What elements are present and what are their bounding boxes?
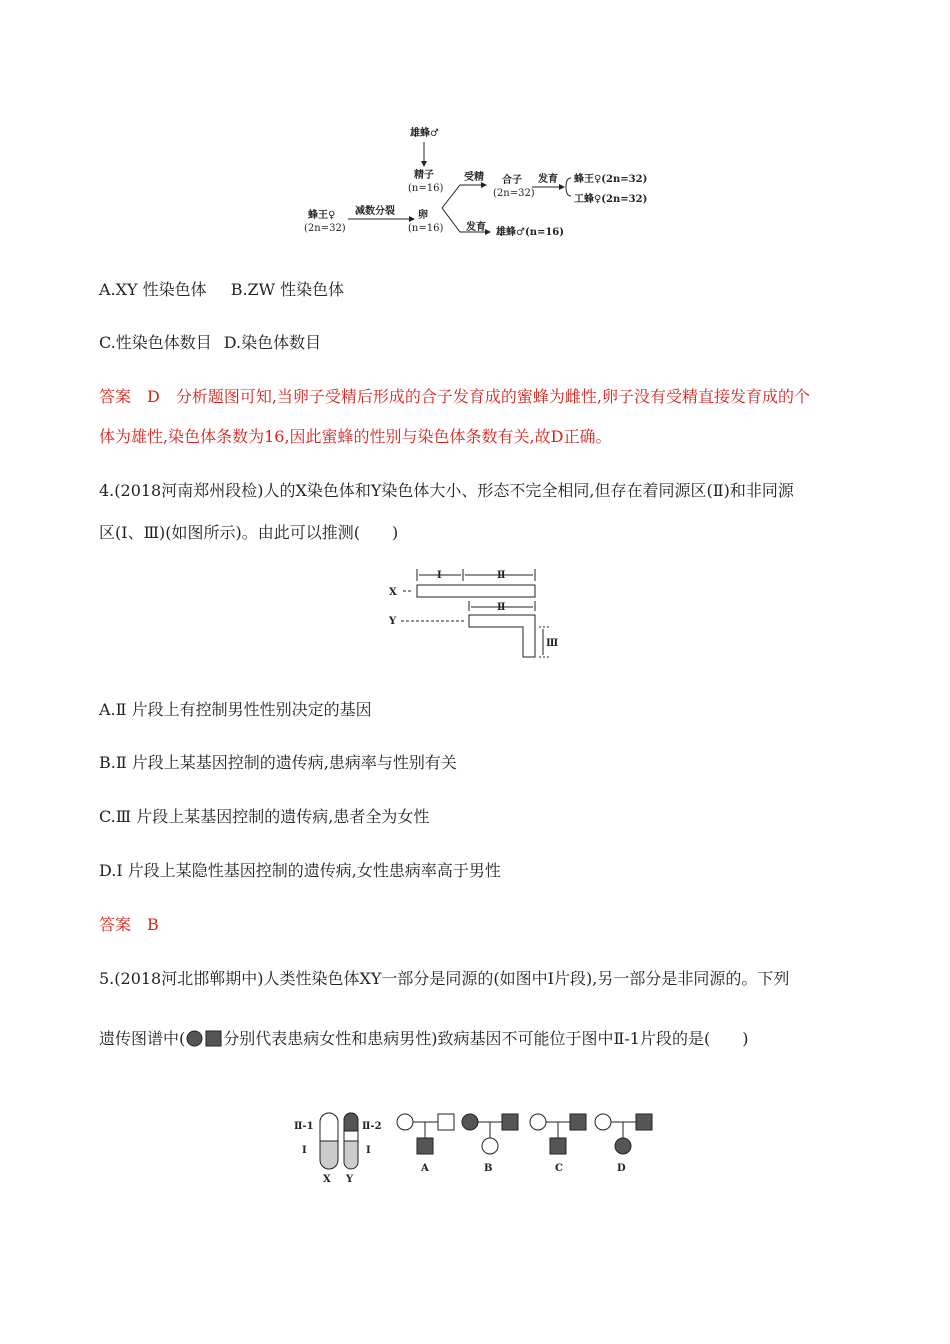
q5-stem-post: 分别代表患病女性和患病男性)致病基因不可能位于图中Ⅱ-1片段的是( ) xyxy=(223,1029,749,1048)
queen-parent-label: 蜂王♀ xyxy=(308,210,336,221)
queen-count: (2n=32) xyxy=(304,223,346,234)
q4-option-d[interactable]: D.Ⅰ 片段上某隐性基因控制的遗传病,女性患病率高于男性 xyxy=(99,861,501,880)
develop-label-2: 发育 xyxy=(466,222,486,233)
ii-2-label: Ⅱ-2 xyxy=(362,1121,382,1132)
q3-option-d[interactable]: D.染色体数目 xyxy=(223,333,322,352)
q5-stem-line1: 5.(2018河北邯郸期中)人类性染色体XY一部分是同源的(如图中Ⅰ片段),另一部分是非同源的。下列 xyxy=(99,969,790,988)
zygote-count: (2n=32) xyxy=(493,188,535,199)
xy-chromosome-diagram xyxy=(385,565,565,675)
meiosis-label: 减数分裂 xyxy=(355,206,395,217)
q3-options-row2 xyxy=(99,330,321,353)
q3-options-row1 xyxy=(99,277,344,300)
pedigree-a xyxy=(397,1114,454,1174)
q5-stem-line2 xyxy=(99,1026,748,1049)
segment-iii-label: Ⅲ xyxy=(546,638,559,649)
develop-label-1: 发育 xyxy=(538,174,558,185)
ii-1-label: Ⅱ-1 xyxy=(294,1121,314,1132)
segment-i-label: Ⅰ xyxy=(437,570,442,581)
bee-sex-determination-diagram xyxy=(300,120,660,245)
egg-label: 卵 xyxy=(418,210,428,221)
pedigree-b xyxy=(462,1114,518,1174)
x-chromosome-label: X xyxy=(389,587,397,598)
segment-ii-label: Ⅱ xyxy=(497,570,506,581)
q4-option-a[interactable]: A.Ⅱ 片段上有控制男性性别决定的基因 xyxy=(99,700,372,719)
affected-male-square-icon xyxy=(205,1030,222,1047)
pedigree-d-label: D xyxy=(617,1163,626,1174)
q4-option-b[interactable]: B.Ⅱ 片段上某基因控制的遗传病,患病率与性别有关 xyxy=(99,753,457,772)
x-label: X xyxy=(323,1174,331,1185)
egg-count: (n=16) xyxy=(408,223,444,234)
q3-option-a[interactable]: A.XY 性染色体 xyxy=(99,280,207,299)
pedigree-b-label: B xyxy=(484,1163,493,1174)
sperm-label: 精子 xyxy=(414,170,434,181)
drone-offspring: 雄蜂♂(n=16) xyxy=(496,227,564,238)
q3-answer-line2: 体为雄性,染色体条数为16,因此蜜蜂的性别与染色体条数有关,故D正确。 xyxy=(99,427,612,446)
q5-stem-pre: 遗传图谱中( xyxy=(99,1029,186,1048)
pedigree-figure xyxy=(290,1105,670,1195)
queen-offspring: 蜂王♀(2n=32) xyxy=(574,174,648,185)
sperm-count: (n=16) xyxy=(408,183,444,194)
q4-answer: 答案 B xyxy=(99,915,159,934)
q3-option-c[interactable]: C.性染色体数目 xyxy=(99,333,212,352)
male-parent-label: 雄蜂♂ xyxy=(410,128,439,139)
pedigree-d xyxy=(595,1114,652,1174)
i-left-label: Ⅰ xyxy=(302,1145,307,1156)
affected-female-circle-icon xyxy=(186,1030,203,1047)
i-right-label: Ⅰ xyxy=(366,1145,371,1156)
pedigree-c xyxy=(530,1114,586,1174)
q3-option-b[interactable]: B.ZW 性染色体 xyxy=(230,280,345,299)
q4-stem-line1: 4.(2018河南郑州段检)人的X染色体和Y染色体大小、形态不完全相同,但存在着同源区(Ⅱ)和非同源 xyxy=(99,481,794,500)
zygote-label: 合子 xyxy=(502,175,522,186)
pedigree-c-label: C xyxy=(555,1163,563,1174)
y-label: Y xyxy=(346,1174,354,1185)
pedigree-a-label: A xyxy=(421,1163,429,1174)
fertilize-label: 受精 xyxy=(464,172,484,183)
segment-ii-y-label: Ⅱ xyxy=(497,602,506,613)
q4-option-c[interactable]: C.Ⅲ 片段上某基因控制的遗传病,患者全为女性 xyxy=(99,807,430,826)
worker-offspring: 工蜂♀(2n=32) xyxy=(574,194,648,205)
y-chromosome-label: Y xyxy=(389,616,397,627)
q3-answer-line1: 答案 D 分析题图可知,当卵子受精后形成的合子发育成的蜜蜂为雌性,卵子没有受精直接发育成的个 xyxy=(99,387,811,406)
q4-stem-line2: 区(Ⅰ、Ⅲ)(如图所示)。由此可以推测( ) xyxy=(99,523,399,542)
